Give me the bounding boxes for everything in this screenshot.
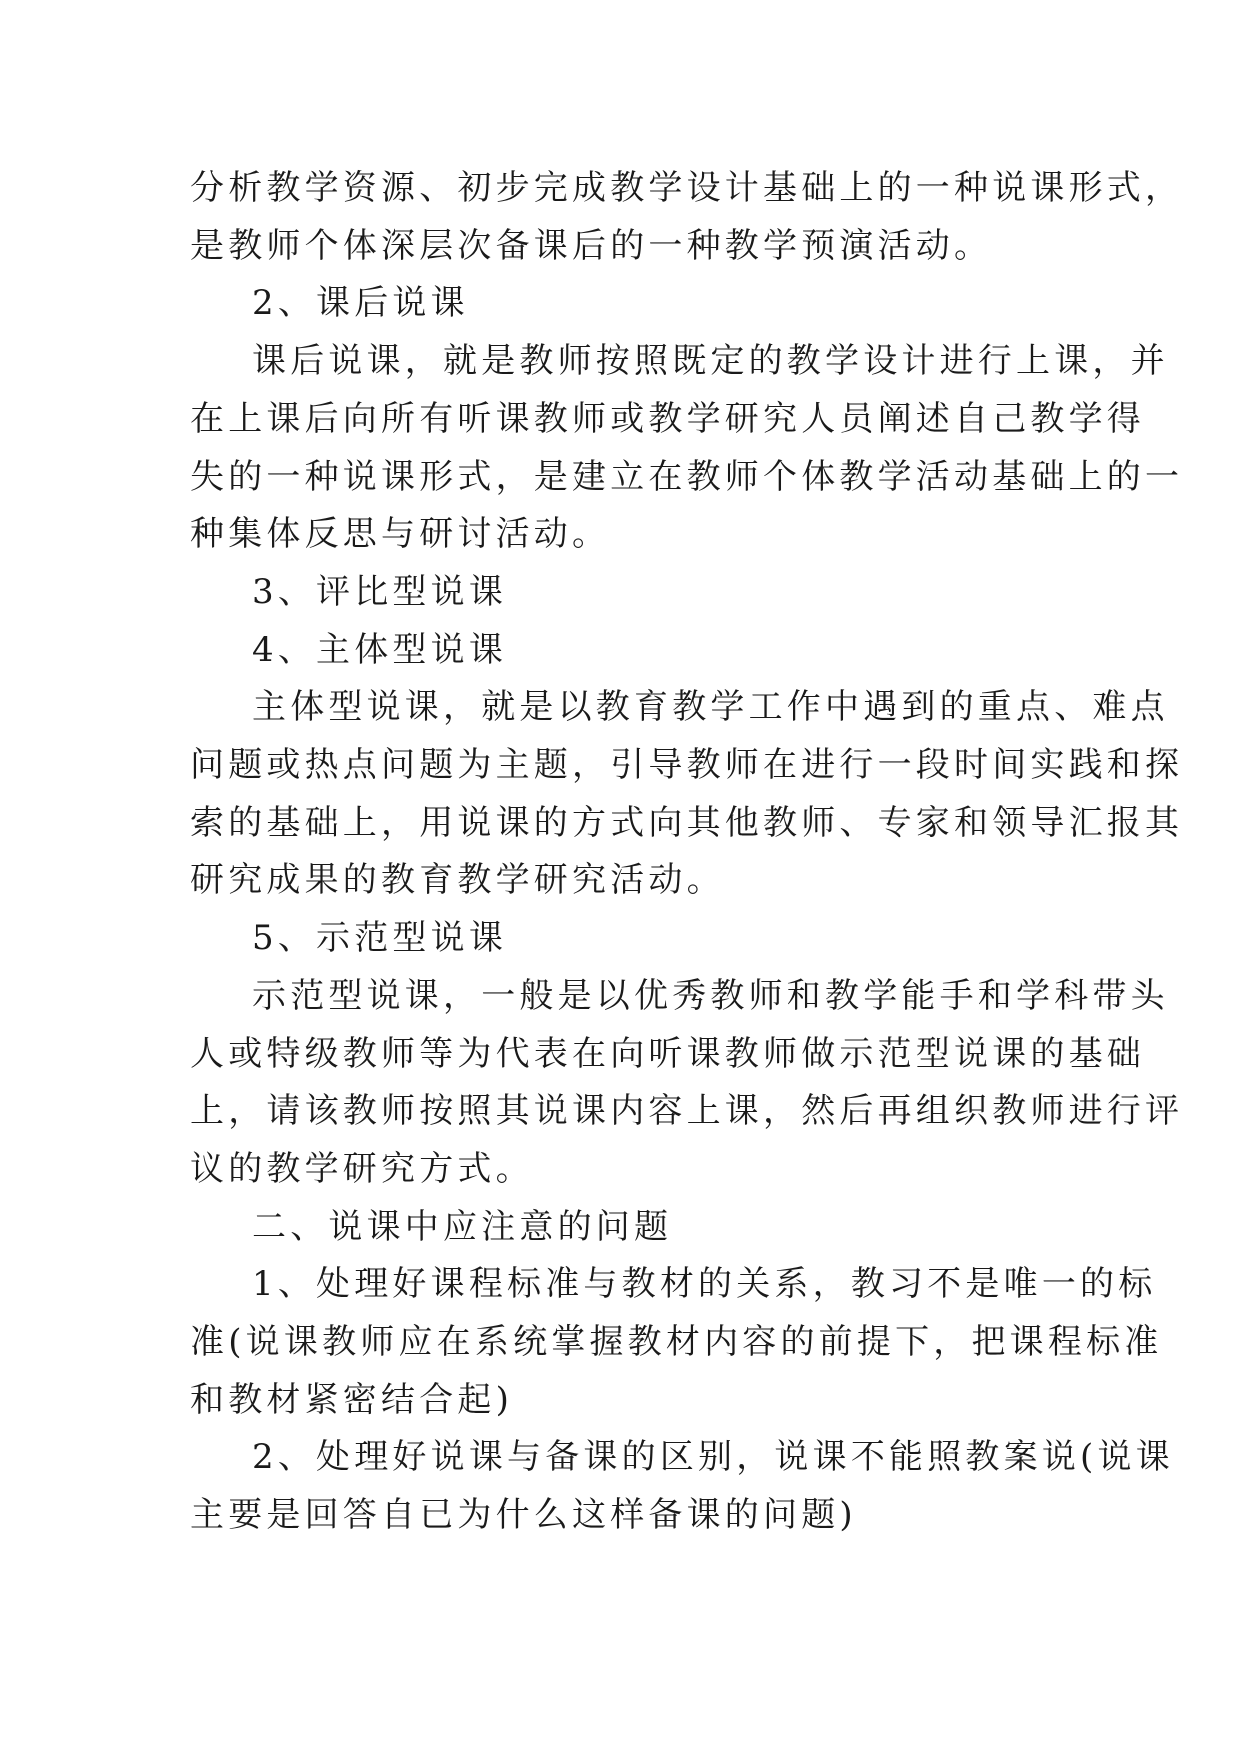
text-line: 主要是回答自已为什么这样备课的问题): [190, 1495, 857, 1536]
text-line: 议的教学研究方式。: [190, 1148, 534, 1189]
section-heading: 5、示范型说课: [252, 918, 508, 959]
text-line: 分析教学资源、初步完成教学设计基础上的一种说课形式，: [190, 168, 1184, 208]
text-line: 在上课后向所有听课教师或教学研究人员阐述自己教学得: [190, 398, 1145, 439]
text-line: 种集体反思与研讨活动。: [190, 514, 611, 555]
text-line: 示范型说课，一般是以优秀教师和教学能手和学科带头: [252, 975, 1169, 1016]
text-line: 和教材紧密结合起): [190, 1379, 514, 1420]
text-line: 2、处理好说课与备课的区别，说课不能照教案说(说课: [252, 1437, 1174, 1478]
text-line: 课后说课，就是教师按照既定的教学设计进行上课，并: [252, 341, 1169, 382]
text-line: 问题或热点问题为主题，引导教师在进行一段时间实践和探: [190, 745, 1184, 786]
text-line: 失的一种说课形式，是建立在教师个体教学活动基础上的一: [190, 456, 1184, 497]
section-heading: 二、说课中应注意的问题: [252, 1206, 673, 1247]
text-line: 人或特级教师等为代表在向听课教师做示范型说课的基础: [190, 1033, 1145, 1074]
text-line: 1、处理好课程标准与教材的关系，教习不是唯一的标: [252, 1264, 1157, 1305]
section-heading: 4、主体型说课: [252, 629, 508, 670]
text-line: 主体型说课，就是以教育教学工作中遇到的重点、难点: [252, 687, 1169, 728]
text-line: 索的基础上，用说课的方式向其他教师、专家和领导汇报其: [190, 802, 1184, 843]
section-heading: 2、课后说课: [252, 283, 469, 324]
document-body: [190, 160, 1184, 1545]
text-line: 准(说课教师应在系统掌握教材内容的前提下，把课程标准: [190, 1322, 1163, 1363]
text-line: 研究成果的教育教学研究活动。: [190, 860, 725, 901]
text-line: 上，请该教师按照其说课内容上课，然后再组织教师进行评: [190, 1091, 1184, 1132]
document-page: [190, 160, 1184, 1545]
text-line: 是教师个体深层次备课后的一种教学预演活动。: [190, 225, 993, 266]
section-heading: 3、评比型说课: [252, 571, 508, 612]
